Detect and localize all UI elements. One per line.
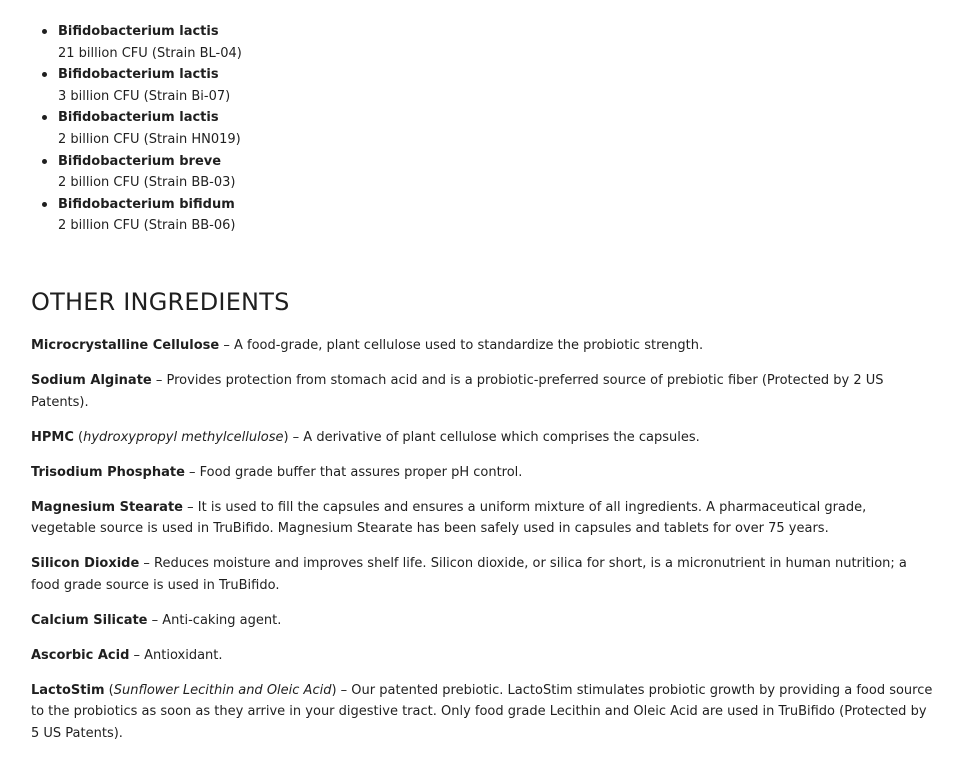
ingredient-hpmc [31, 427, 933, 449]
ingredient-microcrystalline-cellulose [31, 335, 933, 357]
strain-cfu: 3 billion CFU (Strain Bi-07) [58, 88, 231, 104]
ingredient-ascorbic-acid [31, 645, 933, 667]
ingredient-silicon-dioxide [31, 553, 933, 596]
ingredient-name: Sodium Alginate [31, 373, 152, 388]
ingredient-name: Calcium Silicate [31, 612, 148, 628]
strain-item [58, 21, 242, 64]
ingredient-trisodium-phosphate [31, 462, 933, 484]
ingredient-description: – A derivative of plant cellulose which comprises the capsules. [288, 429, 700, 445]
ingredient-lactostim [31, 680, 933, 745]
ingredient-name: Ascorbic Acid [31, 647, 130, 663]
strain-name: Bifidobacterium lactis [58, 110, 219, 126]
ingredient-description: – It is used to fill the capsules and ensures a uniform mixture of all ingredients. A pharmaceutical grade, vegetable source is used in TruBifido. Magnesium Stearate has been safely used in capsules and tablets for over 75 years. [31, 499, 867, 536]
ingredient-name: HPMC [31, 429, 74, 445]
strain-item [58, 194, 242, 237]
ingredient-alt-name: Sunflower Lecithin and Oleic Acid [113, 682, 332, 698]
strain-name: Bifidobacterium lactis [58, 67, 219, 83]
strain-item [58, 151, 242, 194]
ingredient-name: Trisodium Phosphate [31, 464, 185, 480]
ingredient-description: – Anti-caking agent. [147, 612, 282, 628]
strain-list [58, 21, 242, 237]
strain-cfu: 2 billion CFU (Strain BB-06) [58, 218, 236, 234]
strain-item [58, 64, 242, 107]
ingredient-description: – A food-grade, plant cellulose used to standardize the probiotic strength. [219, 338, 704, 353]
ingredient-description: – Reduces moisture and improves shelf life. Silicon dioxide, or silica for short, is a micronutrient in human nutrition; a food grade source is used in TruBifido. [31, 556, 907, 593]
ingredient-list [31, 335, 933, 758]
ingredient-description: – Our patented prebiotic. LactoStim stimulates probiotic growth by providing a food source to the probiotics as soon as they arrive in your digestive tract. Only food grade Lecithin and Oleic Acid are used in TruBifido (Protected by 5 US Patents). [31, 682, 933, 741]
ingredient-name: Microcrystalline Cellulose [31, 338, 220, 353]
ingredient-name: Silicon Dioxide [31, 556, 140, 571]
strain-name: Bifidobacterium breve [58, 153, 222, 169]
section-title-other-ingredients: OTHER INGREDIENTS [31, 288, 290, 316]
paren-close: ) [283, 429, 289, 445]
ingredient-magnesium-stearate [31, 497, 933, 540]
ingredient-description: – Food grade buffer that assures proper pH control. [184, 464, 523, 480]
paren-close: ) [331, 682, 337, 698]
ingredient-description: – Provides protection from stomach acid and is a probiotic-preferred source of prebiotic fiber (Protected by 2 US Patents). [31, 373, 884, 410]
ingredient-alt-name: hydroxypropyl methylcellulose [83, 429, 284, 445]
ingredient-sodium-alginate [31, 370, 933, 413]
strain-cfu: 21 billion CFU (Strain BL-04) [58, 45, 242, 61]
strain-cfu: 2 billion CFU (Strain BB-03) [58, 175, 236, 191]
paren-open: ( [73, 429, 84, 445]
ingredient-description: – Antioxidant. [129, 647, 223, 663]
strain-name: Bifidobacterium bifidum [58, 196, 235, 212]
ingredient-calcium-silicate [31, 610, 933, 632]
ingredient-name: Magnesium Stearate [31, 499, 183, 515]
strain-item [58, 107, 242, 150]
paren-open: ( [104, 682, 114, 698]
ingredient-name: LactoStim [31, 682, 105, 698]
strain-name: Bifidobacterium lactis [58, 24, 219, 39]
strain-cfu: 2 billion CFU (Strain HN019) [58, 131, 241, 147]
